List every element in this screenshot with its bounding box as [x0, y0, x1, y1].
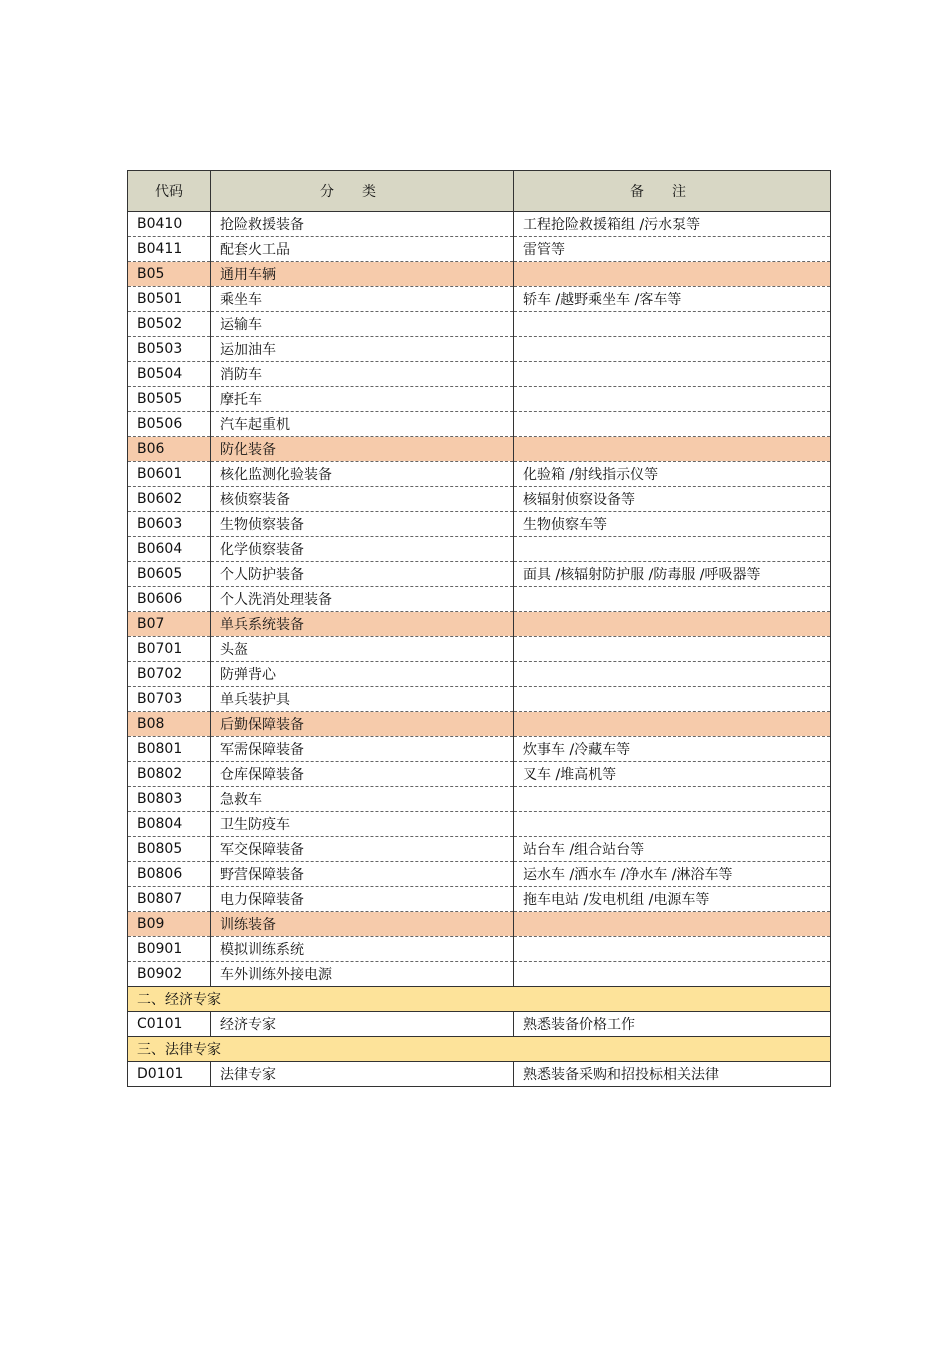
- table-row: [128, 487, 831, 512]
- header-note: 备注: [514, 171, 831, 212]
- table-row: [128, 862, 831, 887]
- name-cell: 个人防护装备: [211, 562, 514, 587]
- name-cell: 军需保障装备: [211, 737, 514, 762]
- table-row: [128, 887, 831, 912]
- table-header: [128, 171, 831, 212]
- table-body: [128, 212, 831, 1087]
- table-row: [128, 737, 831, 762]
- note-cell: 熟悉装备采购和招投标相关法律: [514, 1062, 831, 1087]
- code-cell: B0804: [128, 812, 211, 837]
- code-cell: B0601: [128, 462, 211, 487]
- table-row: [128, 937, 831, 962]
- note-cell: [514, 312, 831, 337]
- code-cell: B0805: [128, 837, 211, 862]
- name-cell: 单兵系统装备: [211, 612, 514, 637]
- name-cell: 通用车辆: [211, 262, 514, 287]
- note-cell: 熟悉装备价格工作: [514, 1012, 831, 1037]
- code-cell: B08: [128, 712, 211, 737]
- section-title: 三、法律专家: [128, 1037, 831, 1062]
- note-cell: 生物侦察车等: [514, 512, 831, 537]
- name-cell: 个人洗消处理装备: [211, 587, 514, 612]
- table-row: [128, 212, 831, 237]
- note-cell: [514, 362, 831, 387]
- note-cell: [514, 612, 831, 637]
- name-cell: 运加油车: [211, 337, 514, 362]
- note-cell: [514, 687, 831, 712]
- note-cell: [514, 437, 831, 462]
- name-cell: 摩托车: [211, 387, 514, 412]
- note-cell: 工程抢险救援箱组 /污水泵等: [514, 212, 831, 237]
- code-cell: B0506: [128, 412, 211, 437]
- note-cell: 化验箱 /射线指示仪等: [514, 462, 831, 487]
- code-cell: B0603: [128, 512, 211, 537]
- note-cell: [514, 962, 831, 987]
- code-cell: B06: [128, 437, 211, 462]
- code-cell: B0501: [128, 287, 211, 312]
- table-row: [128, 662, 831, 687]
- note-cell: [514, 812, 831, 837]
- category-row: [128, 712, 831, 737]
- note-cell: [514, 787, 831, 812]
- table-row: [128, 287, 831, 312]
- note-cell: [514, 937, 831, 962]
- code-cell: B0807: [128, 887, 211, 912]
- table-row: [128, 462, 831, 487]
- table-row: [128, 1012, 831, 1037]
- category-row: [128, 912, 831, 937]
- note-cell: 站台车 /组合站台等: [514, 837, 831, 862]
- name-cell: 军交保障装备: [211, 837, 514, 862]
- name-cell: 急救车: [211, 787, 514, 812]
- note-cell: [514, 387, 831, 412]
- code-cell: B0606: [128, 587, 211, 612]
- note-cell: [514, 337, 831, 362]
- name-cell: 单兵装护具: [211, 687, 514, 712]
- note-cell: 雷管等: [514, 237, 831, 262]
- section-row: [128, 987, 831, 1012]
- note-cell: 轿车 /越野乘坐车 /客车等: [514, 287, 831, 312]
- name-cell: 生物侦察装备: [211, 512, 514, 537]
- code-cell: B0605: [128, 562, 211, 587]
- table-row: [128, 787, 831, 812]
- equipment-classification-table: [127, 170, 831, 1087]
- name-cell: 核化监测化验装备: [211, 462, 514, 487]
- code-cell: B0802: [128, 762, 211, 787]
- name-cell: 消防车: [211, 362, 514, 387]
- table-row: [128, 1062, 831, 1087]
- name-cell: 运输车: [211, 312, 514, 337]
- section-row: [128, 1037, 831, 1062]
- note-cell: [514, 662, 831, 687]
- code-cell: B0502: [128, 312, 211, 337]
- code-cell: B0701: [128, 637, 211, 662]
- name-cell: 电力保障装备: [211, 887, 514, 912]
- code-cell: B0702: [128, 662, 211, 687]
- code-cell: B0902: [128, 962, 211, 987]
- name-cell: 核侦察装备: [211, 487, 514, 512]
- category-row: [128, 437, 831, 462]
- table-row: [128, 412, 831, 437]
- name-cell: 仓库保障装备: [211, 762, 514, 787]
- note-cell: 叉车 /堆高机等: [514, 762, 831, 787]
- name-cell: 抢险救援装备: [211, 212, 514, 237]
- note-cell: 炊事车 /冷藏车等: [514, 737, 831, 762]
- header-code: 代码: [128, 171, 211, 212]
- note-cell: [514, 537, 831, 562]
- note-cell: [514, 912, 831, 937]
- table-row: [128, 562, 831, 587]
- table-row: [128, 637, 831, 662]
- section-title: 二、经济专家: [128, 987, 831, 1012]
- note-cell: [514, 587, 831, 612]
- table-row: [128, 512, 831, 537]
- code-cell: B0801: [128, 737, 211, 762]
- table-row: [128, 537, 831, 562]
- table-row: [128, 237, 831, 262]
- name-cell: 野营保障装备: [211, 862, 514, 887]
- table-row: [128, 687, 831, 712]
- name-cell: 头盔: [211, 637, 514, 662]
- code-cell: B0504: [128, 362, 211, 387]
- table-row: [128, 312, 831, 337]
- name-cell: 化学侦察装备: [211, 537, 514, 562]
- name-cell: 防化装备: [211, 437, 514, 462]
- table-row: [128, 962, 831, 987]
- code-cell: B0806: [128, 862, 211, 887]
- name-cell: 乘坐车: [211, 287, 514, 312]
- header-row: [128, 171, 831, 212]
- note-cell: [514, 712, 831, 737]
- code-cell: B0411: [128, 237, 211, 262]
- table-row: [128, 762, 831, 787]
- name-cell: 模拟训练系统: [211, 937, 514, 962]
- name-cell: 卫生防疫车: [211, 812, 514, 837]
- table-row: [128, 812, 831, 837]
- note-cell: [514, 412, 831, 437]
- table-row: [128, 587, 831, 612]
- code-cell: B0604: [128, 537, 211, 562]
- note-cell: 拖车电站 /发电机组 /电源车等: [514, 887, 831, 912]
- code-cell: B05: [128, 262, 211, 287]
- code-cell: B0703: [128, 687, 211, 712]
- name-cell: 配套火工品: [211, 237, 514, 262]
- table-row: [128, 337, 831, 362]
- category-row: [128, 612, 831, 637]
- code-cell: B07: [128, 612, 211, 637]
- note-cell: [514, 637, 831, 662]
- table-row: [128, 837, 831, 862]
- note-cell: 运水车 /洒水车 /净水车 /淋浴车等: [514, 862, 831, 887]
- header-category: 分类: [211, 171, 514, 212]
- code-cell: B09: [128, 912, 211, 937]
- name-cell: 后勤保障装备: [211, 712, 514, 737]
- code-cell: B0410: [128, 212, 211, 237]
- name-cell: 车外训练外接电源: [211, 962, 514, 987]
- category-row: [128, 262, 831, 287]
- note-cell: 面具 /核辐射防护服 /防毒服 /呼吸器等: [514, 562, 831, 587]
- code-cell: B0503: [128, 337, 211, 362]
- code-cell: B0505: [128, 387, 211, 412]
- code-cell: B0803: [128, 787, 211, 812]
- code-cell: C0101: [128, 1012, 211, 1037]
- name-cell: 法律专家: [211, 1062, 514, 1087]
- name-cell: 汽车起重机: [211, 412, 514, 437]
- code-cell: B0901: [128, 937, 211, 962]
- code-cell: B0602: [128, 487, 211, 512]
- name-cell: 训练装备: [211, 912, 514, 937]
- table-row: [128, 362, 831, 387]
- note-cell: 核辐射侦察设备等: [514, 487, 831, 512]
- name-cell: 防弹背心: [211, 662, 514, 687]
- table-row: [128, 387, 831, 412]
- note-cell: [514, 262, 831, 287]
- name-cell: 经济专家: [211, 1012, 514, 1037]
- code-cell: D0101: [128, 1062, 211, 1087]
